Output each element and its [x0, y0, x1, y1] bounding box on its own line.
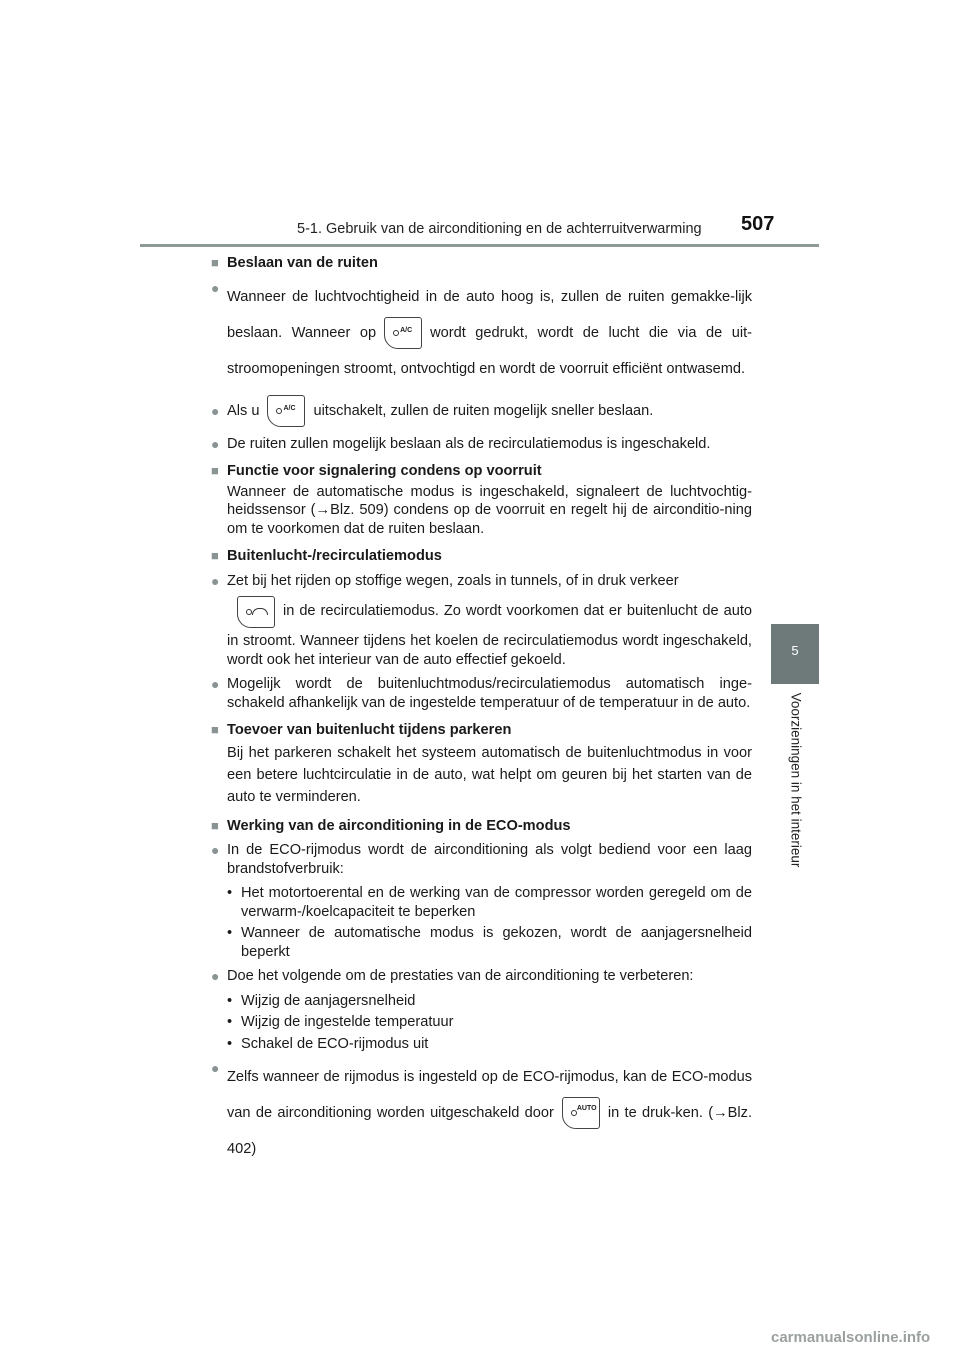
sub-item — [227, 884, 752, 921]
item-text — [227, 279, 752, 387]
page-content — [211, 254, 752, 1167]
item-text — [227, 393, 752, 429]
item-text-part: wordt gedrukt, wordt de lucht die via de uit-stroomopeningen stroomt, ontvochtigd en wordt de voorruit efficiënt ontwasemd. — [227, 324, 752, 377]
item-text-part: Als u — [227, 402, 260, 419]
sub-item-text: Wanneer de automatische modus is gekozen, wordt de aanjagersnelheid beperkt — [241, 925, 752, 960]
section-heading — [211, 254, 752, 273]
sub-item-text: Wijzig de ingestelde temperatuur — [241, 1014, 454, 1030]
section-title: Functie voor signalering condens op voorruit — [227, 463, 542, 479]
section-title: Buitenlucht-/recirculatiemodus — [227, 548, 442, 564]
section-heading — [211, 462, 752, 481]
small-bullet-icon: • — [227, 992, 233, 1009]
item-text-part: Doe het volgende om de prestaties van de airconditioning te verbeteren: — [227, 968, 694, 984]
round-bullet-icon: ● — [211, 572, 220, 589]
section-heading — [211, 547, 752, 566]
sub-item-text: Schakel de ECO-rijmodus uit — [241, 1035, 429, 1052]
sub-item — [227, 1035, 752, 1054]
sub-item — [227, 992, 752, 1011]
section-title: Toevoer van buitenlucht tijdens parkeren — [227, 722, 512, 738]
chapter-tab-number: 5 — [791, 643, 799, 658]
small-bullet-icon: • — [227, 885, 233, 901]
square-bullet-icon: ■ — [211, 255, 219, 270]
sub-list — [227, 992, 752, 1054]
section-title: Beslaan van de ruiten — [227, 255, 378, 271]
list-item — [211, 572, 752, 670]
section-title: Werking van de airconditioning in de ECO-modus — [227, 817, 571, 834]
round-bullet-icon: ● — [211, 402, 220, 419]
page-number: 507 — [741, 213, 775, 235]
item-text-part: in te druk-ken. (→Blz. 402) — [227, 1105, 752, 1157]
list-item — [211, 1059, 752, 1167]
list-item — [211, 675, 752, 712]
item-text-part: Wanneer de luchtvochtigheid in de auto hoog is, zullen de ruiten gemakke-lijk beslaan. Wanneer op — [227, 288, 752, 341]
square-bullet-icon: ■ — [211, 463, 219, 478]
small-bullet-icon: • — [227, 1035, 233, 1052]
square-bullet-icon: ■ — [211, 548, 219, 563]
indicator-led-icon — [276, 408, 282, 414]
item-text: De ruiten zullen mogelijk beslaan als de recirculatiemodus is ingeschakeld. — [227, 435, 711, 452]
watermark: carmanualsonline.info — [771, 1329, 931, 1346]
section-paragraph: Bij het parkeren schakelt het systeem automatisch de buitenluchtmodus in voor een betere luchtcirculatie in de auto, wat helpt om geuren bij het starten van de auto te verminderen. — [227, 744, 752, 805]
list-item — [211, 393, 752, 429]
round-bullet-icon: ● — [211, 279, 220, 296]
square-bullet-icon: ■ — [211, 817, 219, 833]
header-rule — [140, 244, 819, 247]
round-bullet-icon: ● — [211, 842, 220, 858]
item-text-part: In de ECO-rijmodus wordt de airconditioning als volgt bediend voor een laag brandstofverbruik: — [227, 842, 752, 877]
chapter-title: 5-1. Gebruik van de airconditioning en de achterruitverwarming — [297, 221, 702, 237]
list-item — [211, 279, 752, 387]
small-bullet-icon: • — [227, 925, 233, 941]
recirculation-button-icon — [237, 596, 275, 628]
round-bullet-icon: ● — [211, 1060, 220, 1076]
ac-button-icon — [384, 317, 422, 349]
sub-list — [227, 884, 752, 961]
auto-button-label: AUTO — [576, 1105, 597, 1113]
section-heading — [211, 721, 752, 740]
small-bullet-icon: • — [227, 1014, 233, 1030]
round-bullet-icon: ● — [211, 676, 220, 692]
sub-item — [227, 1013, 752, 1032]
ac-button-label: A/C — [400, 326, 413, 334]
section-paragraph: Wanneer de automatische modus is ingeschakeld, signaleert de luchtvochtig-heidssensor (→Blz. 509) condens op de voorruit en regelt hij de airconditio-ning om te voorkomen dat de ruiten beslaan. — [227, 483, 752, 537]
square-bullet-icon: ■ — [211, 722, 219, 737]
item-text — [227, 841, 752, 961]
page-header — [0, 0, 960, 250]
section-heading — [211, 817, 752, 836]
item-text-part: in de recirculatiemodus. Zo wordt voorkomen dat er buitenlucht de auto in stroomt. Wanneer tijdens het koelen de recirculatiemodus wordt ingeschakeld, wordt ook het interieur van de auto effectief gekoeld. — [227, 602, 752, 668]
list-item — [211, 435, 752, 454]
sub-item-text: Wijzig de aanjagersnelheid — [241, 992, 416, 1009]
ac-button-label: A/C — [283, 404, 296, 412]
item-text — [227, 967, 752, 1053]
item-text: Mogelijk wordt de buitenluchtmodus/recirculatiemodus automatisch inge-schakeld afhankelijk van de ingestelde temperatuur of de temperatuur in de auto. — [227, 676, 752, 711]
round-bullet-icon: ● — [211, 968, 220, 984]
recirculation-arrow-icon — [252, 608, 268, 615]
sub-item-text: Het motortoerental en de werking van de compressor worden geregeld om de verwarm-/koelcapaciteit te beperken — [241, 885, 752, 920]
indicator-led-icon — [393, 330, 399, 336]
item-text — [227, 572, 752, 670]
list-item — [211, 967, 752, 1053]
round-bullet-icon: ● — [211, 435, 220, 452]
list-item — [211, 841, 752, 961]
item-text — [227, 1059, 752, 1167]
auto-button-icon — [562, 1097, 600, 1129]
item-text-part: Zelfs wanneer de rijmodus is ingesteld op de ECO-rijmodus, kan de ECO-modus van de airconditioning worden uitgeschakeld door — [227, 1069, 752, 1121]
item-text-part: Zet bij het rijden op stoffige wegen, zoals in tunnels, of in druk verkeer — [227, 572, 679, 589]
chapter-tab-label: Voorzieningen in het interieur — [788, 692, 804, 868]
item-text-part: uitschakelt, zullen de ruiten mogelijk sneller beslaan. — [313, 402, 654, 419]
sub-item — [227, 924, 752, 961]
ac-button-icon — [267, 395, 305, 427]
